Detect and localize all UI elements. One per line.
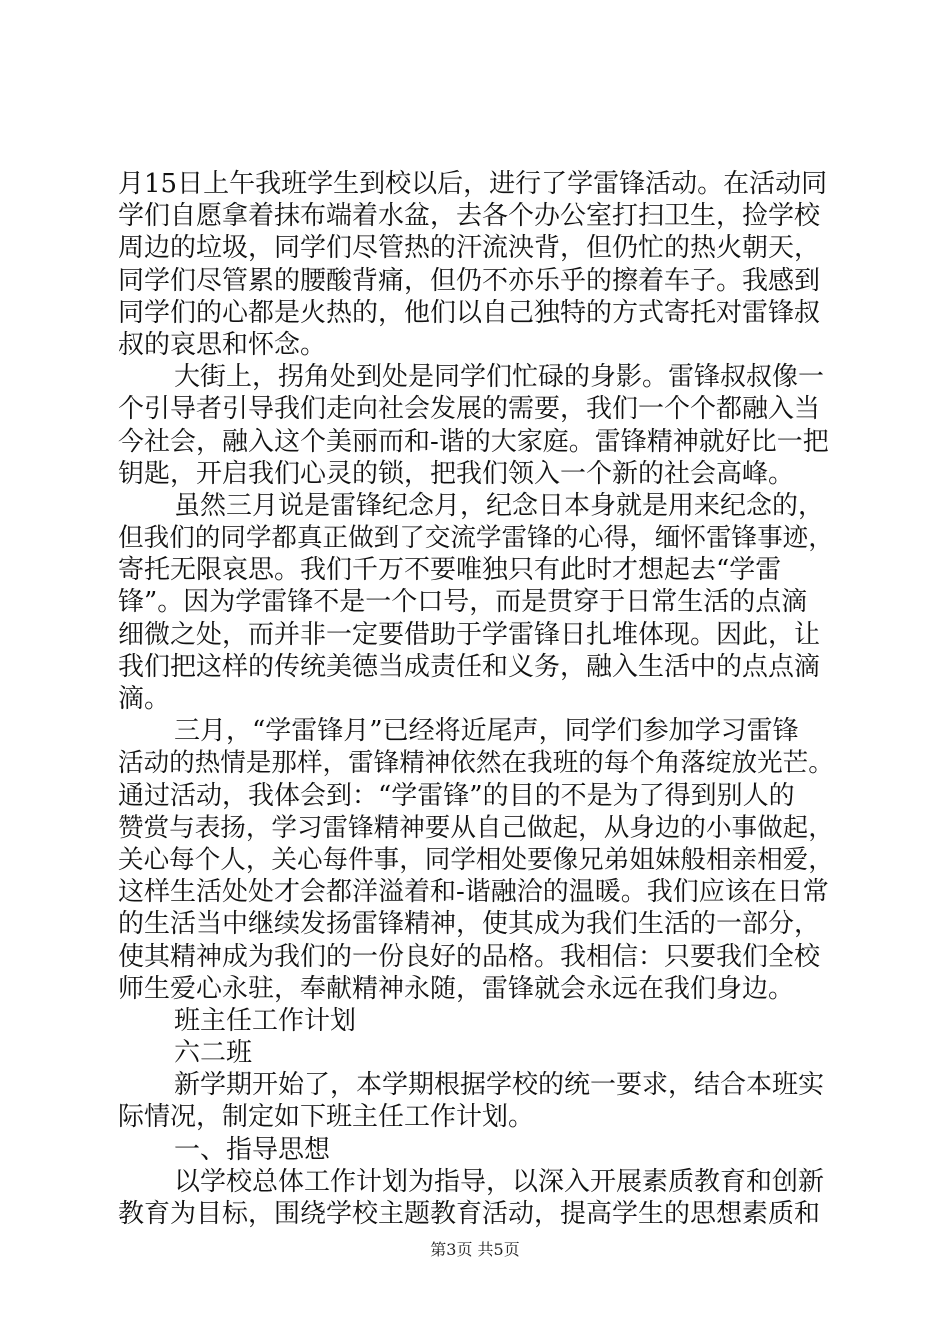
text-line: 际情况，制定如下班主任工作计划。 — [118, 1102, 535, 1133]
body-text — [118, 168, 834, 1230]
text-line: 寄托无限哀思。我们千万不要唯独只有此时才想起去“学雷 — [118, 555, 782, 586]
text-line: 三月，“学雷锋月”已经将近尾声，同学们参加学习雷锋 — [174, 716, 799, 747]
text-line: 这样生活处处才会都洋溢着和-谐融洽的温暖。我们应该在日常 — [118, 877, 829, 908]
text-line: 今社会，融入这个美丽而和-谐的大家庭。雷锋精神就好比一把 — [118, 426, 829, 457]
text-line: 教育为目标，围绕学校主题教育活动，提高学生的思想素质和 — [118, 1199, 821, 1229]
text-line: 周边的垃圾，同学们尽管热的汗流泱背，但仍忙的热火朝天， — [118, 233, 821, 264]
text-line: 新学期开始了，本学期根据学校的统一要求，结合本班实 — [174, 1070, 825, 1101]
text-line: 六二班 — [174, 1038, 253, 1069]
text-line: 活动的热情是那样，雷锋精神依然在我班的每个角落绽放光芒。 — [118, 748, 834, 779]
text-line: 叔的哀思和怀念。 — [118, 329, 327, 360]
text-line: 细微之处，而并非一定要借助于学雷锋日扎堆体现。因此，让 — [118, 619, 821, 650]
text-line: 班主任工作计划 — [174, 1005, 357, 1036]
text-line: 同学们尽管累的腰酸背痛，但仍不亦乐乎的擦着车子。我感到 — [118, 265, 821, 296]
text-line: 关心每个人，关心每件事，同学相处要像兄弟姐妹般相亲相爱， — [118, 844, 834, 875]
text-line: 一、指导思想 — [174, 1134, 331, 1165]
text-line: 师生爱心永驻，奉献精神永随，雷锋就会永远在我们身边。 — [118, 973, 795, 1004]
text-line: 学们自愿拿着抹布端着水盆，去各个办公室打扫卫生，捡学校 — [118, 201, 821, 232]
text-line: 同学们的心都是火热的，他们以自己独特的方式寄托对雷锋叔 — [118, 297, 821, 328]
text-line: 锋”。因为学雷锋不是一个口号，而是贯穿于日常生活的点滴 — [118, 587, 808, 618]
text-line: 使其精神成为我们的一份良好的品格。我相信：只要我们全校 — [118, 941, 821, 972]
text-line: 月15日上午我班学生到校以后，进行了学雷锋活动。在活动同 — [118, 169, 828, 199]
page-footer: 第3页 共5页 — [430, 1240, 520, 1259]
text-line: 钥匙，开启我们心灵的锁，把我们领入一个新的社会高峰。 — [118, 458, 795, 489]
text-line: 但我们的同学都真正做到了交流学雷锋的心得，缅怀雷锋事迹， — [118, 523, 834, 554]
text-line: 虽然三月说是雷锋纪念月，纪念日本身就是用来纪念的， — [174, 490, 825, 521]
text-line: 的生活当中继续发扬雷锋精神，使其成为我们生活的一部分， — [118, 909, 821, 940]
text-line: 赞赏与表扬，学习雷锋精神要从自己做起，从身边的小事做起， — [118, 812, 834, 843]
text-line: 我们把这样的传统美德当成责任和义务，融入生活中的点点滴 — [118, 651, 821, 682]
text-line: 大街上，拐角处到处是同学们忙碌的身影。雷锋叔叔像一 — [174, 362, 825, 393]
text-line: 通过活动，我体会到：“学雷锋”的目的不是为了得到别人的 — [118, 780, 795, 811]
text-line: 以学校总体工作计划为指导，以深入开展素质教育和创新 — [174, 1166, 825, 1197]
text-line: 个引导者引导我们走向社会发展的需要，我们一个个都融入当 — [118, 394, 821, 425]
text-line: 滴。 — [118, 684, 171, 714]
